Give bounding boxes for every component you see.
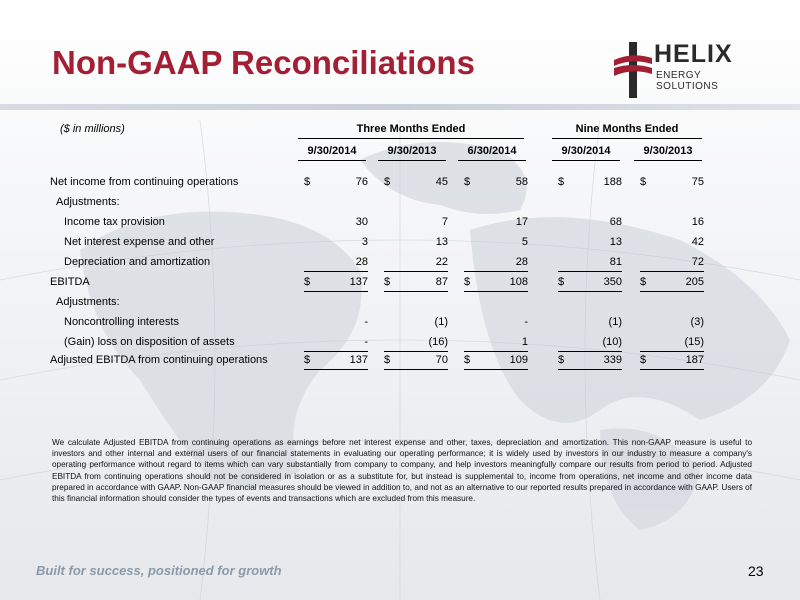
table-cell [558,350,622,370]
table-cell [384,350,448,370]
cell-value: 42 [691,236,704,248]
cell-value: 72 [691,256,704,268]
table-row [50,212,750,232]
table-row [50,192,750,212]
group-header-nine-months: Nine Months Ended [552,123,702,139]
column-header: 6/30/2014 [458,145,526,161]
cell-value: 187 [685,354,704,366]
table-cell [558,312,622,332]
cell-value: (15) [684,336,704,348]
table-cell [304,332,368,352]
table-cell [304,272,368,292]
cell-value: (1) [608,316,622,328]
row-label: Noncontrolling interests [64,316,179,328]
currency-symbol: $ [304,276,311,288]
row-label: EBITDA [50,276,90,288]
cell-value: (1) [434,316,448,328]
table-cell [304,350,368,370]
cell-value: 350 [603,276,622,288]
table-cell [558,252,622,272]
table-cell [640,332,704,352]
cell-value: 17 [515,216,528,228]
table-cell [304,252,368,272]
currency-symbol: $ [384,276,391,288]
table-cell [640,312,704,332]
currency-symbol: $ [464,354,471,366]
table-cell [384,332,448,352]
header-rule [0,104,800,110]
cell-value: 1 [521,336,528,348]
table-cell [640,172,704,192]
table-row [50,292,750,312]
cell-value: (16) [428,336,448,348]
table-cell [464,332,528,352]
currency-symbol: $ [464,276,471,288]
cell-value: 45 [435,176,448,188]
row-label: (Gain) loss on disposition of assets [64,336,235,348]
cell-value: (10) [602,336,622,348]
table-cell [640,350,704,370]
table-cell [464,172,528,192]
row-label: Adjusted EBITDA from continuing operations [50,354,268,366]
column-header: 9/30/2014 [552,145,620,161]
company-logo [612,38,762,98]
table-cell [640,232,704,252]
table-cell [640,252,704,272]
disclosure-note: We calculate Adjusted EBITDA from continuing operations as earnings before net interest expense and other, taxes, depreciation and amortization. This non-GAAP measure is useful to investors and other internal and external users of our financial statements in evaluating our operating performance; it is widely used by investors in our industry to measure a company's operating performance without regard to items which can vary substantially from company to company, and help investors meaningfully compare our results from period to period. Adjusted EBITDA from continuing operations should not be considered in isolation or as a substitute for, but instead is supplemental to, income from operations, net income and other income data prepared in accordance with GAAP. Non-GAAP financial measures should be viewed in addition to, and not as an alternative to our reported results prepared in accordance with GAAP. Users of this financial information should consider the types of events and transactions which are excluded from this measure. [52,438,752,504]
table-cell [384,312,448,332]
cell-value: 109 [509,354,528,366]
cell-value: 5 [521,236,528,248]
cell-value: 30 [355,216,368,228]
row-label: Net interest expense and other [64,236,215,248]
table-cell [304,172,368,192]
cell-value: 188 [603,176,622,188]
table-cell [464,252,528,272]
cell-value: 339 [603,354,622,366]
currency-symbol: $ [640,276,647,288]
cell-value: 3 [361,236,368,248]
cell-value: 28 [355,256,368,268]
table-cell [384,252,448,272]
cell-value: - [364,336,368,348]
cell-value: 87 [435,276,448,288]
cell-value: - [364,316,368,328]
cell-value: 137 [349,354,368,366]
cell-value: 16 [691,216,704,228]
cell-value: 28 [515,256,528,268]
table-row [50,350,750,370]
cell-value: 70 [435,354,448,366]
row-label: Adjustments: [56,196,120,208]
table-cell [640,212,704,232]
cell-value: 13 [435,236,448,248]
row-label: Income tax provision [64,216,165,228]
cell-value: 68 [609,216,622,228]
table-cell [384,232,448,252]
cell-value: 13 [609,236,622,248]
cell-value: 108 [509,276,528,288]
table-cell [384,172,448,192]
table-cell [304,232,368,252]
table-row [50,172,750,192]
cell-value: 137 [349,276,368,288]
cell-value: 58 [515,176,528,188]
table-row [50,332,750,352]
table-cell [464,212,528,232]
table-row [50,232,750,252]
table-row [50,272,750,292]
currency-symbol: $ [384,354,391,366]
column-header: 9/30/2013 [378,145,446,161]
table-cell [304,312,368,332]
currency-symbol: $ [558,176,565,188]
row-label: Depreciation and amortization [64,256,211,268]
table-cell [464,232,528,252]
cell-value: 7 [441,216,448,228]
currency-symbol: $ [640,176,647,188]
page-title: Non-GAAP Reconciliations [52,44,475,81]
table-cell [558,232,622,252]
column-header: 9/30/2014 [298,145,366,161]
currency-symbol: $ [558,354,565,366]
column-header: 9/30/2013 [634,145,702,161]
logo-subtitle: ENERGY SOLUTIONS [656,70,719,92]
page-number: 23 [748,563,764,579]
cell-value: (3) [690,316,704,328]
cell-value: - [524,316,528,328]
table-cell [640,272,704,292]
table-cell [304,212,368,232]
cell-value: 75 [691,176,704,188]
units-label: ($ in millions) [60,123,125,135]
logo-name: HELIX [654,40,733,68]
currency-symbol: $ [464,176,471,188]
table-cell [558,272,622,292]
table-cell [558,332,622,352]
row-label: Adjustments: [56,296,120,308]
table-cell [464,350,528,370]
table-cell [558,172,622,192]
footer-tagline: Built for success, positioned for growth [36,563,282,578]
cell-value: 76 [355,176,368,188]
table-cell [464,312,528,332]
helix-logo-icon [612,38,652,100]
currency-symbol: $ [384,176,391,188]
group-header-three-months: Three Months Ended [298,123,524,139]
cell-value: 81 [609,256,622,268]
cell-value: 205 [685,276,704,288]
currency-symbol: $ [558,276,565,288]
table-row [50,312,750,332]
currency-symbol: $ [304,176,311,188]
table-cell [464,272,528,292]
currency-symbol: $ [640,354,647,366]
currency-symbol: $ [304,354,311,366]
table-cell [384,272,448,292]
table-row [50,252,750,272]
row-label: Net income from continuing operations [50,176,239,188]
table-cell [384,212,448,232]
cell-value: 22 [435,256,448,268]
table-cell [558,212,622,232]
